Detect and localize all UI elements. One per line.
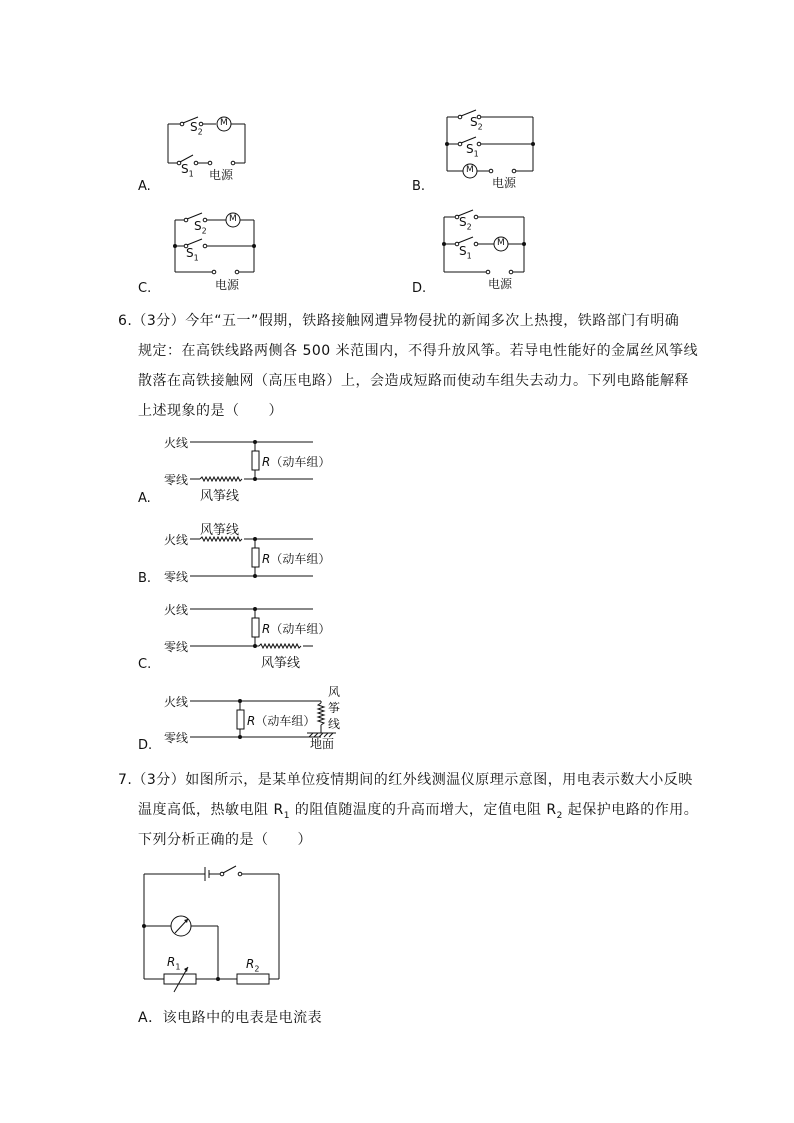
switch-s2-label: $S_2$	[190, 120, 203, 137]
switch-s2-label: $S_2$	[194, 219, 207, 236]
kite-vertical-1: 风	[328, 685, 341, 699]
q6-line-1: 6.（3分）今年“五一”假期，铁路接触网遭异物侵扰的新闻多次上热搜，铁路部门有明确	[118, 313, 680, 329]
motor-label: M	[466, 165, 474, 175]
switch-s1-label: $S_1$	[181, 162, 194, 179]
switch-s2-label: $S_2$	[459, 215, 472, 232]
neutral-wire-label: 零线	[164, 473, 189, 487]
r2-label: $R_2$	[246, 957, 260, 974]
switch-s1-label: $S_1$	[466, 142, 479, 159]
live-wire-label: 火线	[164, 533, 189, 547]
q6-line-2: 规定：在高铁线路两侧各 500 米范围内，不得升放风筝。若导电性能好的金属丝风筝线	[138, 343, 699, 359]
kite-vertical-2: 筝	[328, 701, 341, 715]
motor-label: M	[497, 238, 505, 248]
live-wire-label: 火线	[164, 695, 189, 709]
q6-line-3: 散落在高铁接触网（高压电路）上，会造成短路而使动车组失去动力。下列电路能解释	[138, 373, 689, 389]
q6-line-4: 上述现象的是（ ）	[138, 403, 283, 419]
switch-s2-label: $S_2$	[470, 115, 483, 132]
resistor-label: R（动车组）	[247, 714, 316, 728]
kite-line-label: 风筝线	[200, 523, 240, 538]
source-label: 电源	[492, 176, 517, 190]
q6-option-b-letter: B.	[138, 571, 152, 586]
option-b-letter: B.	[412, 179, 426, 194]
q6-option-c-letter: C.	[138, 657, 152, 672]
neutral-wire-label: 零线	[164, 570, 189, 584]
kite-line-label: 风筝线	[200, 489, 240, 504]
option-c-letter: C.	[138, 281, 152, 296]
resistor-label: R（动车组）	[262, 622, 331, 636]
q7-line-3: 下列分析正确的是（ ）	[138, 832, 312, 848]
resistor-label: R（动车组）	[262, 552, 331, 566]
option-d-letter: D.	[412, 281, 427, 296]
kite-line-label: 风筝线	[261, 656, 301, 671]
neutral-wire-label: 零线	[164, 731, 189, 745]
switch-s1-label: $S_1$	[459, 244, 472, 261]
r1-label: $R_1$	[167, 955, 181, 972]
motor-label: M	[229, 214, 237, 224]
ground-label: 地面	[310, 737, 335, 751]
q6-option-d-letter: D.	[138, 738, 153, 753]
kite-vertical-3: 线	[328, 717, 341, 731]
q7-line-1: 7.（3分）如图所示，是某单位疫情期间的红外线测温仪原理示意图，用电表示数大小反映	[118, 772, 693, 788]
resistor-label: R（动车组）	[262, 455, 331, 469]
q6-option-a-letter: A.	[138, 491, 151, 506]
option-a-letter: A.	[138, 179, 151, 194]
neutral-wire-label: 零线	[164, 640, 189, 654]
q7-line-2: 温度高低，热敏电阻 $R_1$ 的阻值随温度的升高而增大，定值电阻 $R_2$ 起保护电路的作用。	[138, 802, 699, 821]
q7-option-a: A．该电路中的电表是电流表	[138, 1010, 323, 1026]
motor-label: M	[220, 118, 228, 128]
live-wire-label: 火线	[164, 436, 189, 450]
live-wire-label: 火线	[164, 603, 189, 617]
source-label: 电源	[488, 277, 513, 291]
source-label: 电源	[215, 278, 240, 292]
switch-s1-label: $S_1$	[186, 246, 199, 263]
source-label: 电源	[209, 168, 234, 182]
